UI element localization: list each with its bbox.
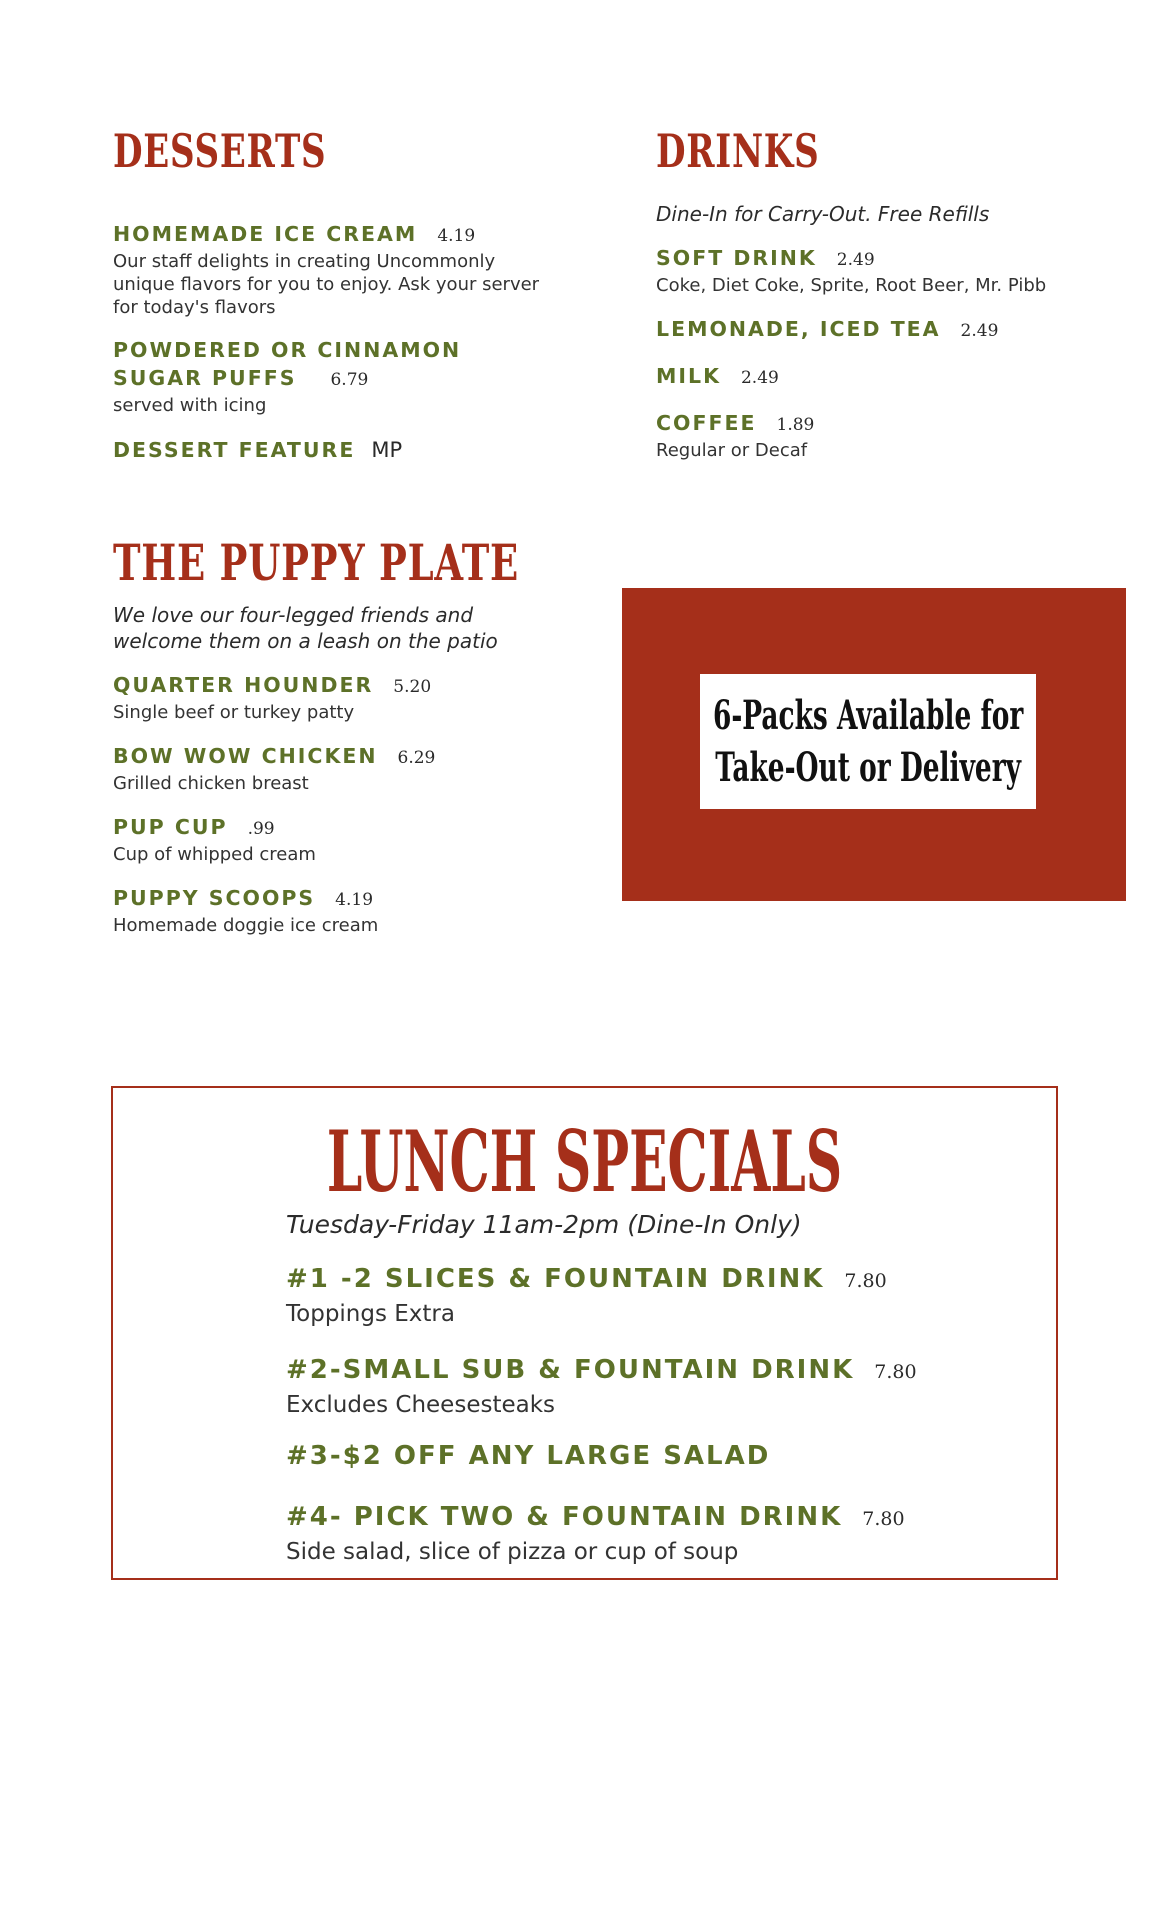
item-name: COFFEE [656,411,757,435]
item-description: Side salad, slice of pizza or cup of soup [286,1539,739,1565]
item-description: served with icing [113,395,267,416]
item-price: 6.79 [330,370,369,390]
item-name: MILK [656,364,721,388]
desserts-heading: DESSERTS [113,124,327,178]
menu-item-bow-wow-chicken [113,744,435,795]
item-price: 6.29 [397,748,436,768]
lunch-special-3 [286,1441,770,1471]
menu-item-coffee [656,411,814,462]
item-price: 1.89 [776,415,815,435]
item-description: Homemade doggie ice cream [113,915,379,936]
item-price: MP [371,438,403,462]
lunch-special-2 [286,1355,917,1420]
item-name: QUARTER HOUNDER [113,673,374,697]
item-name: #2-SMALL SUB & FOUNTAIN DRINK [286,1355,855,1385]
item-price: 4.19 [335,890,374,910]
promo-card [700,674,1036,809]
item-description: Regular or Decaf [656,440,808,461]
item-price: .99 [247,819,275,839]
menu-item-pup-cup [113,815,316,866]
drinks-heading: DRINKS [656,124,820,178]
item-price: 5.20 [393,677,432,697]
item-price: 2.49 [836,250,875,270]
item-description: Toppings Extra [286,1301,455,1327]
item-name: #4- PICK TWO & FOUNTAIN DRINK [286,1502,843,1532]
menu-item-puppy-scoops [113,886,378,937]
item-name: PUP CUP [113,815,228,839]
menu-item-dessert-feature [113,438,402,462]
puppy-plate-heading: THE PUPPY PLATE [113,533,519,592]
menu-item-homemade-ice-cream [113,222,553,319]
item-name: #1 -2 SLICES & FOUNTAIN DRINK [286,1264,825,1294]
item-description: Cup of whipped cream [113,844,316,865]
item-description: Our staff delights in creating Uncommonly unique flavors for you to enjoy. Ask your server for today's flavors [113,251,540,319]
drinks-subtitle: Dine-In for Carry-Out. Free Refills [656,202,990,226]
item-name-line1: POWDERED OR CINNAMON [113,338,462,362]
item-name: DESSERT FEATURE [113,438,356,462]
item-price: 7.80 [862,1508,905,1530]
item-description: Grilled chicken breast [113,773,309,794]
menu-item-soft-drink [656,246,1046,297]
puppy-plate-subtitle: We love our four-legged friends and welcome them on a leash on the patio [113,603,498,653]
promo-line-2: Take-Out or Delivery [715,743,1021,791]
lunch-special-4 [286,1502,905,1567]
item-name: LEMONADE, ICED TEA [656,317,941,341]
item-price: 7.80 [844,1270,887,1292]
menu-item-sugar-puffs [113,338,553,417]
item-name-line2: SUGAR PUFFS [113,366,297,390]
menu-item-quarter-hounder [113,673,431,724]
item-price: 4.19 [437,226,476,246]
item-price: 7.80 [874,1361,917,1383]
item-name: HOMEMADE ICE CREAM [113,222,418,246]
item-name: BOW WOW CHICKEN [113,744,378,768]
item-description: Single beef or turkey patty [113,702,355,723]
lunch-specials-box [111,1086,1058,1580]
item-price: 2.49 [960,321,999,341]
promo-text [713,690,1023,794]
lunch-specials-heading: LUNCH SPECIALS [326,1112,843,1211]
menu-item-milk [656,364,779,388]
promo-line-1: 6-Packs Available for [712,691,1024,739]
item-description: Excludes Cheesesteaks [286,1392,556,1418]
lunch-specials-subtitle: Tuesday-Friday 11am-2pm (Dine-In Only) [286,1210,802,1239]
item-name: PUPPY SCOOPS [113,886,316,910]
lunch-special-1 [286,1264,887,1329]
item-price: 2.49 [740,368,779,388]
menu-item-lemonade-iced-tea [656,317,998,341]
item-name: SOFT DRINK [656,246,817,270]
six-pack-promo-box [622,588,1126,901]
item-description: Coke, Diet Coke, Sprite, Root Beer, Mr. Pibb [656,275,1047,296]
item-name: #3-$2 OFF ANY LARGE SALAD [286,1441,771,1471]
